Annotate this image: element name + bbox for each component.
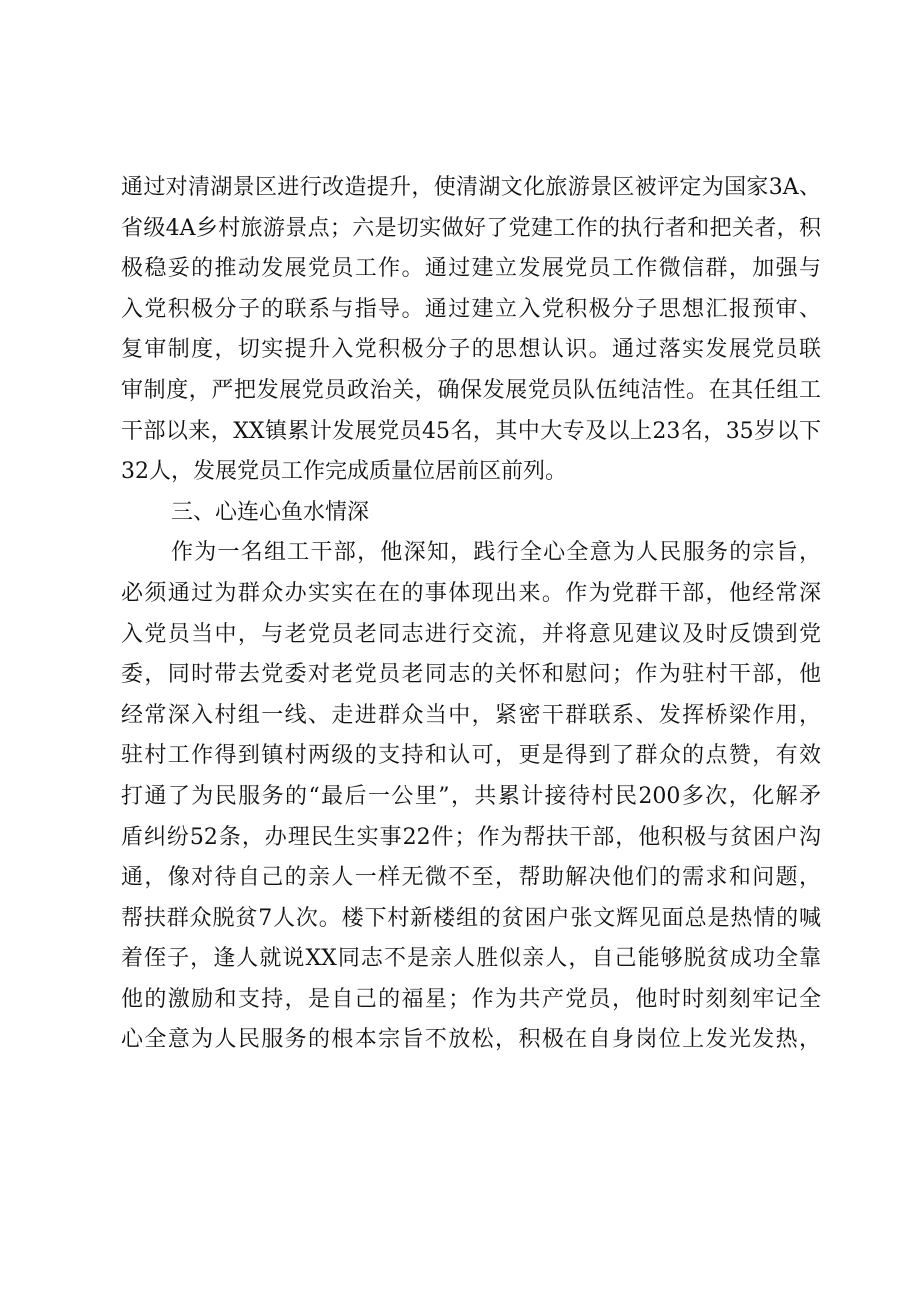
paragraph-line: 必须通过为群众办实实在在的事体现出来。作为党群干部，他经常深 [121,580,821,606]
paragraph-line: 极稳妥的推动发展党员工作。通过建立发展党员工作微信群，加强与 [121,256,821,282]
paragraph-line: 打通了为民服务的“最后一公里”，共累计接待村民200多次，化解矛 [121,783,821,809]
paragraph-line: 他的激励和支持，是自己的福星；作为共产党员，他时时刻刻牢记全 [121,986,821,1012]
paragraph-line: 通过对清湖景区进行改造提升，使清湖文化旅游景区被评定为国家3A、 [121,175,821,200]
paragraph-line: 驻村工作得到镇村两级的支持和认可，更是得到了群众的点赞，有效 [121,743,821,769]
document-body [121,168,821,1061]
paragraph-line: 经常深入村组一线、走进群众当中，紧密干群联系、发挥桥梁作用， [121,702,821,728]
paragraph-line: 通，像对待自己的亲人一样无微不至，帮助解决他们的需求和问题， [121,865,821,891]
section-heading: 三、心连心鱼水情深 [171,499,370,525]
paragraph-line: 32人，发展党员工作完成质量位居前区前列。 [121,459,567,485]
paragraph-line: 作为一名组工干部，他深知，践行全心全意为人民服务的宗旨， [171,540,821,566]
paragraph-line: 盾纠纷52条，办理民生实事22件；作为帮扶干部，他积极与贫困户沟 [121,824,821,850]
paragraph-line: 委，同时带去党委对老党员老同志的关怀和慰问；作为驻村干部，他 [121,662,821,688]
paragraph-line: 省级4A乡村旅游景点；六是切实做好了党建工作的执行者和把关者，积 [121,215,821,241]
paragraph-line: 审制度，严把发展党员政治关，确保发展党员队伍纯洁性。在其任组工 [121,377,821,403]
paragraph-line: 帮扶群众脱贫7人次。楼下村新楼组的贫困户张文辉见面总是热情的喊 [121,905,821,931]
paragraph-2 [121,533,821,1061]
paragraph-1 [121,168,821,493]
paragraph-line: 心全意为人民服务的根本宗旨不放松，积极在自身岗位上发光发热， [121,1027,821,1053]
paragraph-line: 入党员当中，与老党员老同志进行交流，并将意见建议及时反馈到党 [121,621,821,647]
paragraph-line: 复审制度，切实提升入党积极分子的思想认识。通过落实发展党员联 [121,337,821,363]
paragraph-line: 干部以来，XX镇累计发展党员45名，其中大专及以上23名，35岁以下 [121,418,821,444]
paragraph-line: 着侄子，逢人就说XX同志不是亲人胜似亲人，自己能够脱贫成功全靠 [121,946,821,972]
paragraph-line: 入党积极分子的联系与指导。通过建立入党积极分子思想汇报预审、 [121,296,821,322]
